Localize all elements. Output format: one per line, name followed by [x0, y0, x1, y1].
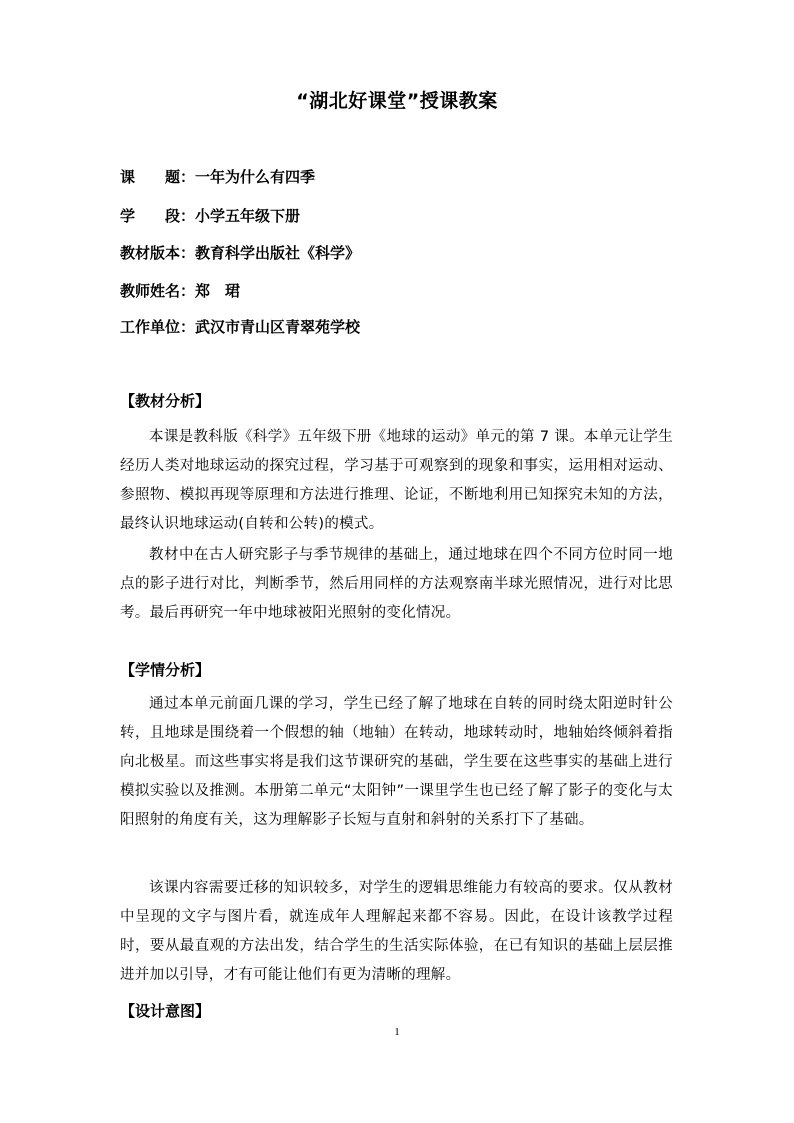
- meta-edition: [120, 242, 360, 263]
- meta-topic-label: 课 题：: [120, 168, 196, 186]
- meta-edition-label: 教材版本：: [120, 244, 196, 262]
- meta-grade-value: 小学五年级下册: [195, 207, 301, 225]
- paragraph-textbook-analysis-2: 教材中在古人研究影子与季节规律的基础上，通过地球在四个不同方位时同一地点的影子进行对比，判断季节，然后用同样的方法观察南半球光照情况，进行对比思考。最后再研究一年中地球被阳光照射的变化情况。: [120, 547, 673, 621]
- document-title: “湖北好课堂”授课教案: [296, 90, 498, 112]
- meta-teacher: [120, 280, 240, 301]
- meta-unit-value: 武汉市青山区青翠苑学校: [195, 318, 361, 336]
- meta-teacher-value: 郑 珺: [195, 282, 241, 300]
- meta-unit-label: 工作单位：: [120, 318, 196, 336]
- section-heading-design-intent: 【设计意图】: [120, 1002, 211, 1020]
- meta-grade: [120, 205, 300, 226]
- meta-edition-value: 教育科学出版社《科学》: [195, 244, 361, 262]
- meta-topic-value: 一年为什么有四季: [195, 168, 316, 186]
- paragraph-textbook-analysis-1: 本课是教科版《科学》五年级下册《地球的运动》单元的第 7 课。本单元让学生经历人类对地球运动的探究过程，学习基于可观察到的现象和事实，运用相对运动、参照物、模拟再现等原理和方法进行推理、论证，不断地利用已知探究未知的方法，最终认识地球运动(自转和公转)的模式。: [120, 429, 673, 532]
- meta-unit: [120, 316, 360, 337]
- section-heading-textbook-analysis: 【教材分析】: [120, 392, 211, 410]
- paragraph-student-analysis-1: 通过本单元前面几课的学习，学生已经了解了地球在自转的同时绕太阳逆时针公转，且地球是围绕着一个假想的轴（地轴）在转动，地球转动时，地轴始终倾斜着指向北极星。而这些事实将是我们这节课研究的基础，学生要在这些事实的基础上进行模拟实验以及推测。本册第二单元“太阳钟”一课里学生也已经了解了影子的变化与太阳照射的角度有关，这为理解影子长短与直射和斜射的关系打下了基础。: [120, 696, 673, 828]
- meta-topic: [120, 166, 315, 187]
- section-heading-student-analysis: 【学情分析】: [120, 661, 211, 679]
- paragraph-student-analysis-2: 该课内容需要迁移的知识较多，对学生的逻辑思维能力有较高的要求。仅从教材中呈现的文字与图片看，就连成年人理解起来都不容易。因此，在设计该教学过程时，要从最直观的方法出发，结合学生的生活实际体验，在已有知识的基础上层层推进并加以引导，才有可能让他们有更为清晰的理解。: [120, 880, 673, 983]
- page-number: 1: [394, 1026, 400, 1038]
- meta-teacher-label: 教师姓名：: [120, 282, 196, 300]
- meta-grade-label: 学 段：: [120, 207, 196, 225]
